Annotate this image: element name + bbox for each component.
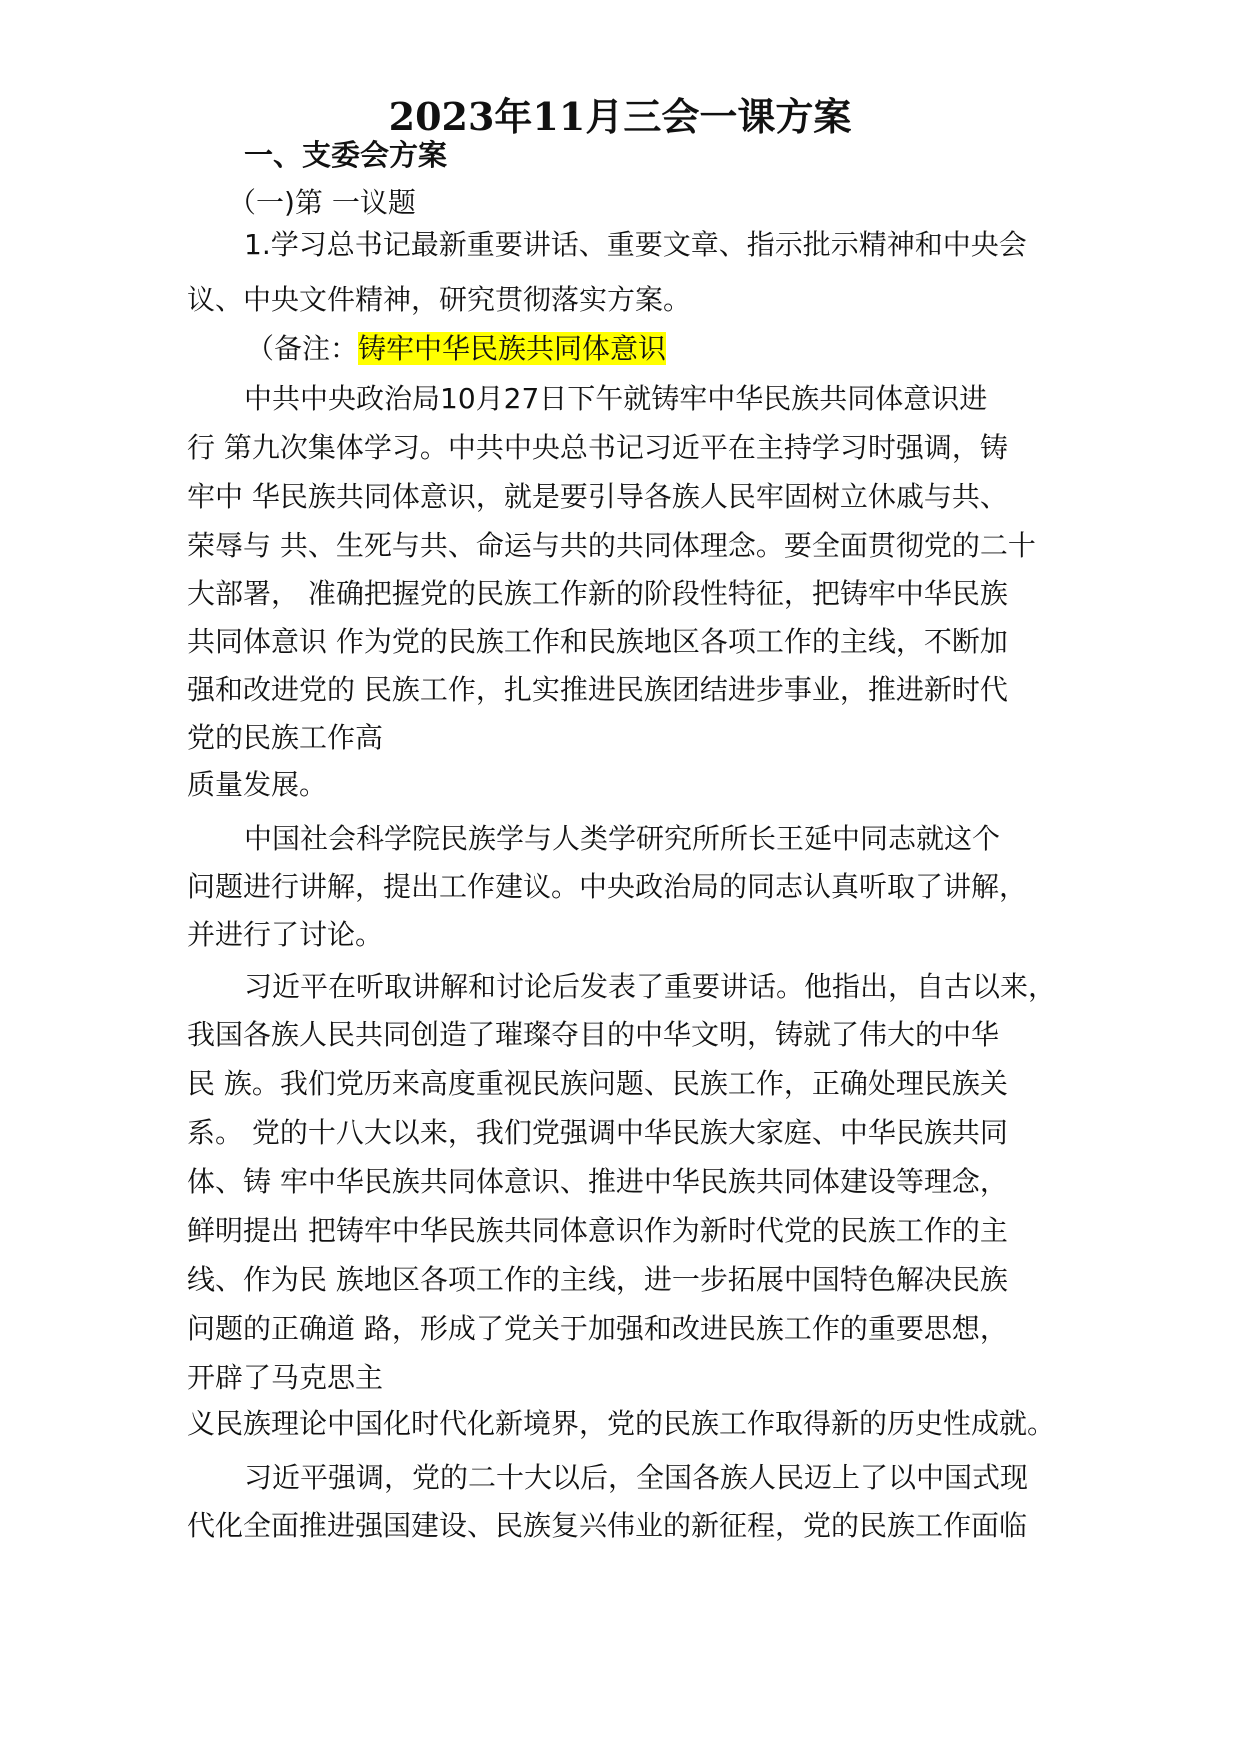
note-prefix: （备注：: [246, 332, 359, 365]
note-highlight: 铸牢中华民族共同体意识: [358, 332, 667, 365]
paragraph-3-line: 民 族。我们党历来高度重视民族问题、民族工作，正确处理民族关: [187, 1067, 1008, 1100]
page-title: 2023年11月三会一课方案: [388, 94, 852, 139]
item-1-line-2: 议、中央文件精神，研究贯彻落实方案。: [187, 283, 692, 316]
paragraph-1-line: 强和改进党的 民族工作，扎实推进民族团结进步事业，推进新时代: [187, 673, 1008, 706]
paragraph-4-line: 习近平强调，党的二十大以后，全国各族人民迈上了以中国式现: [244, 1461, 1029, 1494]
paragraph-3-line: 开辟了马克思主: [187, 1361, 384, 1394]
paragraph-3-line: 系。 党的十八大以来，我们党强调中华民族大家庭、中华民族共同: [187, 1116, 1008, 1149]
paragraph-1-line: 荣辱与 共、生死与共、命运与共的共同体理念。要全面贯彻党的二十: [187, 529, 1036, 562]
paragraph-3-line: 我国各族人民共同创造了璀璨夺目的中华文明，铸就了伟大的中华: [187, 1018, 1000, 1051]
paragraph-1-line: 党的民族工作高: [187, 721, 384, 754]
note-line: [246, 329, 666, 369]
paragraph-4-line: 代化全面推进强国建设、民族复兴伟业的新征程，党的民族工作面临: [187, 1509, 1028, 1542]
paragraph-2-line: 中国社会科学院民族学与人类学研究所所长王延中同志就这个: [244, 822, 1001, 855]
paragraph-3-line: 线、作为民 族地区各项工作的主线，进一步拓展中国特色解决民族: [187, 1263, 1008, 1296]
section-heading-branch-committee: 一、支委会方案: [244, 138, 448, 172]
paragraph-3-line: 问题的正确道 路，形成了党关于加强和改进民族工作的重要思想，: [187, 1312, 1008, 1345]
paragraph-3-line: 体、铸 牢中华民族共同体意识、推进中华民族共同体建设等理念，: [187, 1165, 1008, 1198]
paragraph-3-line: 鲜明提出 把铸牢中华民族共同体意识作为新时代党的民族工作的主: [187, 1214, 1008, 1247]
paragraph-1-line: 共同体意识 作为党的民族工作和民族地区各项工作的主线，不断加: [187, 625, 1008, 658]
paragraph-1-line: 大部署， 准确把握党的民族工作新的阶段性特征，把铸牢中华民族: [187, 577, 1008, 610]
item-1-line-1: 1.学习总书记最新重要讲话、重要文章、指示批示精神和中央会: [244, 228, 1027, 261]
paragraph-3-line: 义民族理论中国化时代化新境界，党的民族工作取得新的历史性成就。: [187, 1407, 1056, 1440]
paragraph-2-line: 并进行了讨论。: [187, 918, 384, 951]
paragraph-1-line: 质量发展。: [187, 768, 328, 801]
paragraph-1-line: 牢中 华民族共同体意识，就是要引导各族人民牢固树立休戚与共、: [187, 480, 1008, 513]
subsection-heading-first-topic: （一)第 一议题: [228, 186, 416, 219]
paragraph-3-line: 习近平在听取讲解和讨论后发表了重要讲话。他指出，自古以来，: [244, 970, 1057, 1003]
paragraph-1-line: 行 第九次集体学习。中共中央总书记习近平在主持学习时强调，铸: [187, 431, 1008, 464]
paragraph-1-line: 中共中央政治局10月27日下午就铸牢中华民族共同体意识进: [244, 382, 988, 415]
paragraph-2-line: 问题进行讲解，提出工作建议。中央政治局的同志认真听取了讲解，: [187, 870, 1028, 903]
